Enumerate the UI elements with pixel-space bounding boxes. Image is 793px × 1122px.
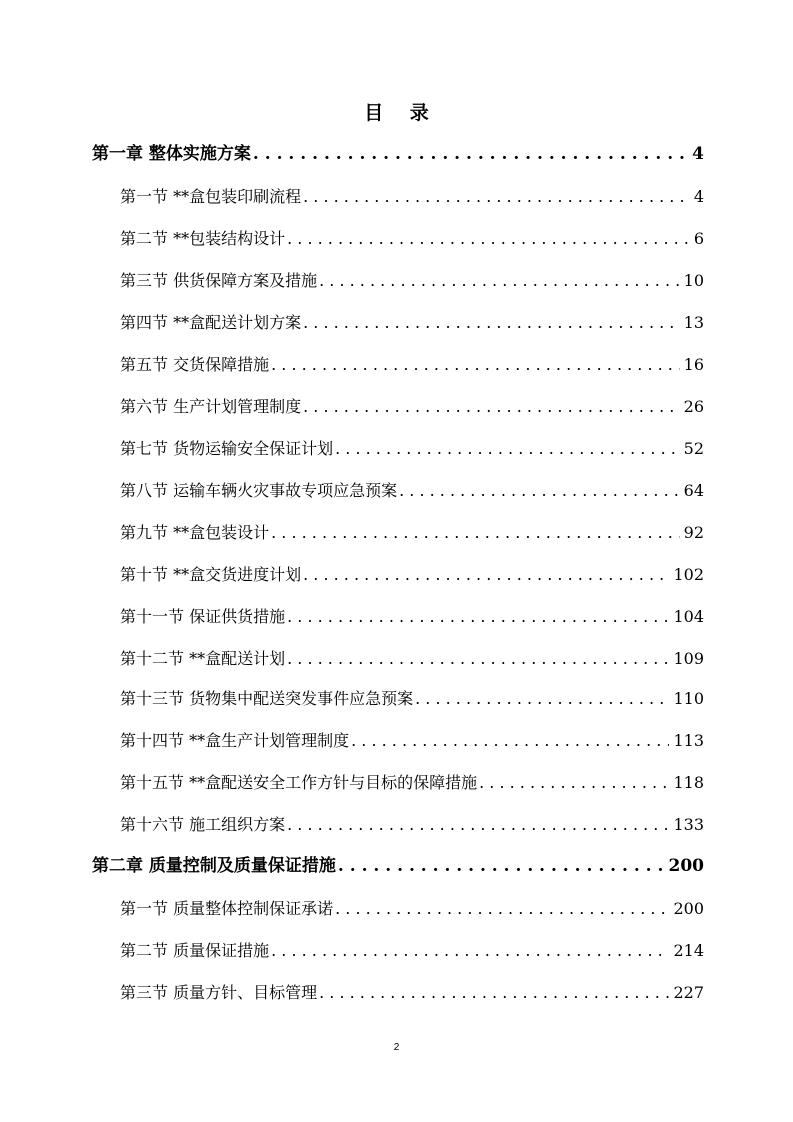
toc-dot-leader bbox=[271, 518, 680, 548]
toc-entry-page-number: 64 bbox=[683, 481, 704, 500]
toc-section-entry[interactable] bbox=[120, 434, 704, 464]
toc-entry-page-number: 92 bbox=[683, 523, 704, 542]
toc-section-entry[interactable] bbox=[120, 476, 704, 506]
toc-dot-leader bbox=[319, 978, 669, 1008]
toc-dot-leader bbox=[287, 644, 669, 674]
toc-entry-label: 第九节 **盒包装设计 bbox=[120, 523, 270, 542]
toc-entry-page-number: 16 bbox=[683, 355, 704, 374]
toc-entry-label: 第十四节 **盒生产计划管理制度 bbox=[120, 731, 350, 750]
toc-entry-label: 第十节 **盒交货进度计划 bbox=[120, 565, 302, 584]
toc-entry-label: 第十一节 保证供货措施 bbox=[120, 607, 286, 626]
toc-dot-leader bbox=[303, 182, 690, 212]
toc-entry-label: 第一节 **盒包装印刷流程 bbox=[120, 187, 302, 206]
toc-entry-label: 第十六节 施工组织方案 bbox=[120, 815, 286, 834]
toc-section-entry[interactable] bbox=[120, 894, 704, 924]
toc-dot-leader bbox=[303, 308, 680, 338]
toc-entry-label: 第二节 质量保证措施 bbox=[120, 941, 270, 960]
toc-section-entry[interactable] bbox=[120, 392, 704, 422]
toc-dot-leader bbox=[303, 560, 669, 590]
toc-entry-page-number: 52 bbox=[683, 439, 704, 458]
toc-dot-leader bbox=[287, 602, 669, 632]
toc-entry-label: 第二章 质量控制及质量保证措施 bbox=[92, 856, 336, 876]
toc-entry-page-number: 110 bbox=[673, 689, 704, 708]
toc-section-entry[interactable] bbox=[120, 684, 704, 714]
toc-section-entry[interactable] bbox=[120, 518, 704, 548]
toc-dot-leader bbox=[253, 139, 688, 169]
toc-entry-page-number: 227 bbox=[673, 983, 704, 1002]
toc-section-entry[interactable] bbox=[120, 602, 704, 632]
toc-dot-leader bbox=[303, 392, 680, 422]
toc-entry-label: 第四节 **盒配送计划方案 bbox=[120, 313, 302, 332]
toc-section-entry[interactable] bbox=[120, 350, 704, 380]
toc-section-entry[interactable] bbox=[120, 978, 704, 1008]
toc-entry-page-number: 26 bbox=[683, 397, 704, 416]
toc-section-entry[interactable] bbox=[120, 936, 704, 966]
toc-dot-leader bbox=[399, 476, 680, 506]
toc-section-entry[interactable] bbox=[120, 810, 704, 840]
toc-section-entry[interactable] bbox=[120, 560, 704, 590]
toc-entry-page-number: 133 bbox=[673, 815, 704, 834]
toc-title: 目 录 bbox=[364, 102, 439, 124]
toc-dot-leader bbox=[287, 224, 690, 254]
toc-dot-leader bbox=[479, 768, 669, 798]
toc-section-entry[interactable] bbox=[120, 182, 704, 212]
toc-entry-label: 第十三节 货物集中配送突发事件应急预案 bbox=[120, 689, 414, 708]
toc-entry-page-number: 4 bbox=[692, 144, 704, 164]
toc-dot-leader bbox=[271, 350, 680, 380]
toc-dot-leader bbox=[271, 936, 669, 966]
toc-entry-label: 第二节 **包装结构设计 bbox=[120, 229, 286, 248]
toc-entry-page-number: 200 bbox=[668, 856, 704, 876]
toc-entry-page-number: 200 bbox=[673, 899, 704, 918]
toc-dot-leader bbox=[415, 684, 669, 714]
toc-entry-label: 第十五节 **盒配送安全工作方针与目标的保障措施 bbox=[120, 773, 478, 792]
toc-chapter-entry[interactable] bbox=[92, 851, 704, 881]
toc-entry-label: 第三节 质量方针、目标管理 bbox=[120, 983, 318, 1002]
toc-dot-leader bbox=[335, 894, 669, 924]
toc-entry-page-number: 109 bbox=[673, 649, 704, 668]
toc-entry-label: 第六节 生产计划管理制度 bbox=[120, 397, 302, 416]
toc-entry-page-number: 10 bbox=[683, 271, 704, 290]
toc-dot-leader bbox=[319, 266, 680, 296]
toc-entry-page-number: 113 bbox=[673, 731, 704, 750]
toc-entry-label: 第七节 货物运输安全保证计划 bbox=[120, 439, 334, 458]
toc-entry-page-number: 13 bbox=[683, 313, 704, 332]
toc-entry-label: 第三节 供货保障方案及措施 bbox=[120, 271, 318, 290]
toc-entry-page-number: 4 bbox=[693, 187, 704, 206]
toc-section-entry[interactable] bbox=[120, 224, 704, 254]
toc-dot-leader bbox=[338, 851, 665, 881]
toc-entry-page-number: 118 bbox=[673, 773, 704, 792]
toc-entry-page-number: 214 bbox=[673, 941, 704, 960]
toc-entry-page-number: 6 bbox=[693, 229, 704, 248]
toc-entry-label: 第五节 交货保障措施 bbox=[120, 355, 270, 374]
page-number: 2 bbox=[393, 1042, 400, 1053]
toc-entry-label: 第一节 质量整体控制保证承诺 bbox=[120, 899, 334, 918]
toc-entry-label: 第八节 运输车辆火灾事故专项应急预案 bbox=[120, 481, 398, 500]
toc-section-entry[interactable] bbox=[120, 266, 704, 296]
toc-dot-leader bbox=[335, 434, 680, 464]
toc-section-entry[interactable] bbox=[120, 308, 704, 338]
toc-section-entry[interactable] bbox=[120, 768, 704, 798]
toc-entry-label: 第一章 整体实施方案 bbox=[92, 144, 251, 164]
toc-dot-leader bbox=[287, 810, 669, 840]
toc-chapter-entry[interactable] bbox=[92, 139, 704, 169]
toc-entry-page-number: 104 bbox=[673, 607, 704, 626]
toc-dot-leader bbox=[351, 726, 669, 756]
toc-section-entry[interactable] bbox=[120, 644, 704, 674]
toc-entry-page-number: 102 bbox=[673, 565, 704, 584]
toc-entry-label: 第十二节 **盒配送计划 bbox=[120, 649, 286, 668]
toc-section-entry[interactable] bbox=[120, 726, 704, 756]
